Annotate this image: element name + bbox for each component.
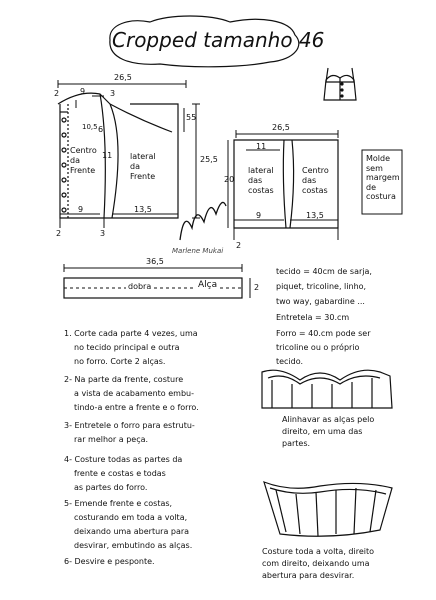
back-label-9: 9	[256, 211, 262, 220]
front-label-13-5: 13,5	[134, 205, 152, 214]
back-width-label: 26,5	[272, 123, 290, 132]
materials-line-6: tricoline ou o próprio	[276, 343, 360, 352]
note1-line-3: partes.	[282, 439, 311, 448]
step-line-9: 4- Costure todas as partes da	[64, 455, 183, 464]
materials-line-3: two way, gabardine ...	[276, 297, 365, 306]
front-label-2: 2	[54, 89, 60, 98]
step-line-4: 2- Na parte da frente, costure	[64, 375, 184, 384]
back-label-2: 2	[236, 241, 242, 250]
note1-line-2: direito, em uma das	[282, 427, 363, 436]
strap-width-label: 2	[254, 283, 260, 292]
step-line-6: tindo-a entre a frente e o forro.	[74, 403, 199, 412]
materials-line-7: tecido.	[276, 357, 304, 366]
note2-line-1: Costure toda a volta, direito	[262, 547, 374, 556]
step-line-12: 5- Emende frente e costas,	[64, 499, 173, 508]
bodice-drawing-2	[264, 482, 392, 536]
strap-name-label: Alça	[198, 280, 218, 290]
materials-line-5: Forro = 40.cm pode ser	[276, 329, 371, 338]
materials-line-2: piquet, tricoline, linho,	[276, 282, 367, 291]
note2-line-3: abertura para desvirar.	[262, 571, 355, 580]
step-line-13: costurando em toda a volta,	[74, 513, 188, 522]
step-line-10: frente e costas e todas	[74, 469, 166, 478]
back-lateral-label: lateral das costas	[248, 166, 274, 195]
back-centro-label: Centro das costas	[302, 166, 329, 195]
front-label-11: 11	[102, 151, 113, 160]
back-label-20: 20	[224, 175, 235, 184]
front-label-3-top: 3	[110, 89, 116, 98]
materials-line-1: tecido = 40cm de sarja,	[276, 267, 372, 276]
front-label-9-bottom: 9	[78, 205, 84, 214]
note1-line-1: Alinhavar as alças pelo	[282, 415, 375, 424]
front-label-25-5: 25,5	[200, 155, 218, 164]
strap-pattern	[64, 264, 250, 298]
signature	[180, 202, 226, 240]
page-title: Cropped tamanho 46	[112, 28, 325, 52]
mold-note: Molde sem margem de costura	[366, 154, 400, 202]
note2-line-2: com direito, deixando uma	[262, 559, 370, 568]
step-line-15: desvirar, embutindo as alças.	[74, 541, 193, 550]
step-line-11: as partes do forro.	[74, 483, 148, 492]
step-line-1: 1. Corte cada parte 4 vezes, uma	[64, 329, 198, 338]
step-line-14: deixando uma abertura para	[74, 527, 190, 536]
step-line-16: 6- Desvire e pesponte.	[64, 557, 155, 566]
strap-fold-label: dobra	[128, 282, 152, 291]
front-lateral-label: lateral da Frente	[130, 152, 156, 181]
step-line-2: no tecido principal e outra	[74, 343, 180, 352]
step-line-8: rar melhor a peça.	[74, 435, 149, 444]
front-label-2-bottom: 2	[56, 229, 62, 238]
back-label-13-5: 13,5	[306, 211, 324, 220]
bodice-drawing-1	[262, 370, 392, 408]
signature-text: Marlene Mukai	[172, 247, 224, 255]
step-line-7: 3- Entretele o forro para estrutu-	[64, 421, 195, 430]
step-line-5: a vista de acabamento embu-	[74, 389, 194, 398]
front-label-6: 6	[98, 125, 104, 134]
front-label-10-5: 10,5	[82, 123, 98, 131]
front-label-55: 55	[186, 113, 197, 122]
front-width-label: 26,5	[114, 73, 132, 82]
back-label-11: 11	[256, 142, 267, 151]
cropped-illustration	[324, 68, 356, 100]
strap-length-label: 36,5	[146, 257, 164, 266]
materials-line-4: Entretela = 30.cm	[276, 313, 350, 322]
step-line-3: no forro. Corte 2 alças.	[74, 357, 166, 366]
front-centro-label: Centro da Frente	[70, 146, 97, 175]
front-label-9: 9	[80, 87, 86, 96]
front-label-3-bottom: 3	[100, 229, 106, 238]
